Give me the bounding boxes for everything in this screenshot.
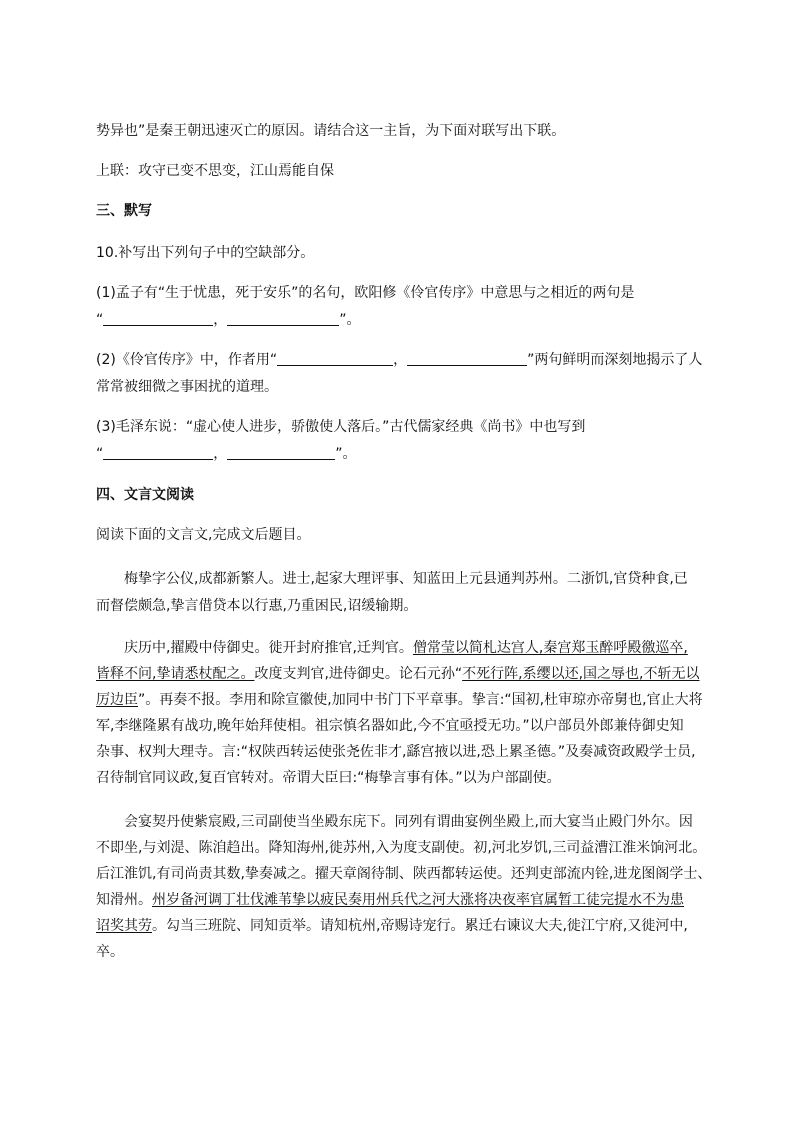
q10-item1-line1: (1)孟子有“生于忧患，死于安乐”的名句，欧阳修《伶官传序》中意思与之相近的两句是 xyxy=(96,285,635,301)
fill-blank-1a[interactable] xyxy=(103,311,213,326)
fill-blank-3b[interactable] xyxy=(227,445,335,460)
q10-stem: 10.补写出下列句子中的空缺部分。 xyxy=(96,245,315,261)
separator: ， xyxy=(213,312,228,328)
item2-prefix: (2)《伶官传序》中，作者用“ xyxy=(96,352,278,368)
q10-item2-line1 xyxy=(96,350,716,370)
p3-text: 知滑州。 xyxy=(96,892,152,908)
p3-text: 。勾当三班院、同知贡举。请知杭州,帝赐诗宠行。累迁右谏议大夫,徙江宁府,又徙河中, xyxy=(152,918,688,934)
q10-item3-line1: (3)毛泽东说：“虚心使人进步，骄傲使人落后。”古代儒家经典《尚书》中也写到 xyxy=(96,419,586,435)
item2-suffix: ”两句鲜明而深刻地揭示了人 xyxy=(527,352,703,368)
p3-line6: 卒。 xyxy=(96,944,124,960)
p3-line4 xyxy=(96,890,716,910)
p2-line3 xyxy=(96,690,716,710)
p2-line2 xyxy=(96,664,716,684)
q10-item2-line2: 常常被细微之事困扰的道理。 xyxy=(96,379,278,395)
underlined-sentence: 不死行阵,系缨以还,国之辱也,不斩无以 xyxy=(462,666,700,682)
section4-heading: 四、文言文阅读 xyxy=(96,487,194,503)
fill-blank-2b[interactable] xyxy=(407,351,527,366)
quote-open: “ xyxy=(96,312,104,328)
fill-blank-2a[interactable] xyxy=(277,351,393,366)
quote-open: “ xyxy=(96,446,104,462)
underlined-sentence: 僧常莹以简札达宫人,秦宫郑玉醉呼殿徼巡卒, xyxy=(412,640,688,656)
p1-line1: 梅挚字公仪,成都新繁人。进士,起家大理评事、知蓝田上元县通判苏州。二浙饥,官贷种食,已 xyxy=(124,571,688,587)
p3-line2: 不即坐,与刘湜、陈洎趋出。降知海州,徙苏州,入为度支副使。初,河北岁饥,三司益漕江淮米饷河北。 xyxy=(96,840,707,856)
underlined-sentence: 厉边臣 xyxy=(96,692,138,708)
q10-item1-blanks xyxy=(96,310,716,330)
separator: ， xyxy=(393,352,408,368)
underlined-sentence: 州岁备河调丁壮伐滩苇挚以疲民奏用州兵代之河大涨将决夜率官属暂工徒完提水不为患 xyxy=(152,892,684,908)
p2-text: 庆历中,擢殿中侍御史。徙开封府推官,迁判官。 xyxy=(124,640,413,656)
p2-line6: 召待制官同议政,复百官转对。帝谓大臣曰:“梅挚言事有体。”以为户部副使。 xyxy=(96,770,561,786)
quote-close: ”。 xyxy=(335,446,357,462)
separator: ， xyxy=(213,446,228,462)
fill-blank-3a[interactable] xyxy=(103,445,213,460)
underlined-sentence: 诏奖其劳 xyxy=(96,918,152,934)
fill-blank-1b[interactable] xyxy=(227,311,339,326)
p2-line4: 军,李继隆累有战功,晚年始拜使相。祖宗慎名器如此,今不宜亟授无功。”以户部员外郎兼侍御史知 xyxy=(96,718,684,734)
p1-line2: 而督偿颇急,挚言借贷本以行惠,乃重困民,诏缓输期。 xyxy=(96,598,418,614)
p3-line5 xyxy=(96,916,716,936)
q10-item3-blanks xyxy=(96,444,716,464)
underlined-sentence: 皆释不问,挚请悉杖配之。 xyxy=(96,666,255,682)
q9-line1: 势异也”是秦王朝迅速灭亡的原因。请结合这一主旨，为下面对联写出下联。 xyxy=(96,123,566,139)
quote-close: ”。 xyxy=(339,312,361,328)
p3-line1: 会宴契丹使紫宸殿,三司副使当坐殿东庑下。同列有谓曲宴例坐殿上,而大宴当止殿门外尔。因 xyxy=(124,814,693,830)
reading-instruction: 阅读下面的文言文,完成文后题目。 xyxy=(96,527,311,543)
q9-couplet-upper: 上联：攻守已变不思变，江山焉能自保 xyxy=(96,163,334,179)
p3-line3: 后江淮饥,有司尚责其数,挚奏减之。擢天章阁待制、陕西都转运使。还判吏部流内铨,进龙图阁学士、 xyxy=(96,866,712,882)
p2-line5: 杂事、权判大理寺。言:“权陕西转运使张尧佐非才,繇宫掖以进,恐上累圣德。”及奏减资政殿学士员, xyxy=(96,744,696,760)
section3-heading: 三、默写 xyxy=(96,203,152,219)
p2-text: 改度支判官,进侍御史。论石元孙“ xyxy=(254,666,463,682)
p2-text: ”。再奏不报。李用和除宣徽使,加同中书门下平章事。挚言:“国初,杜审琼亦帝舅也,官止大将 xyxy=(138,692,703,708)
p2-line1 xyxy=(124,638,716,658)
